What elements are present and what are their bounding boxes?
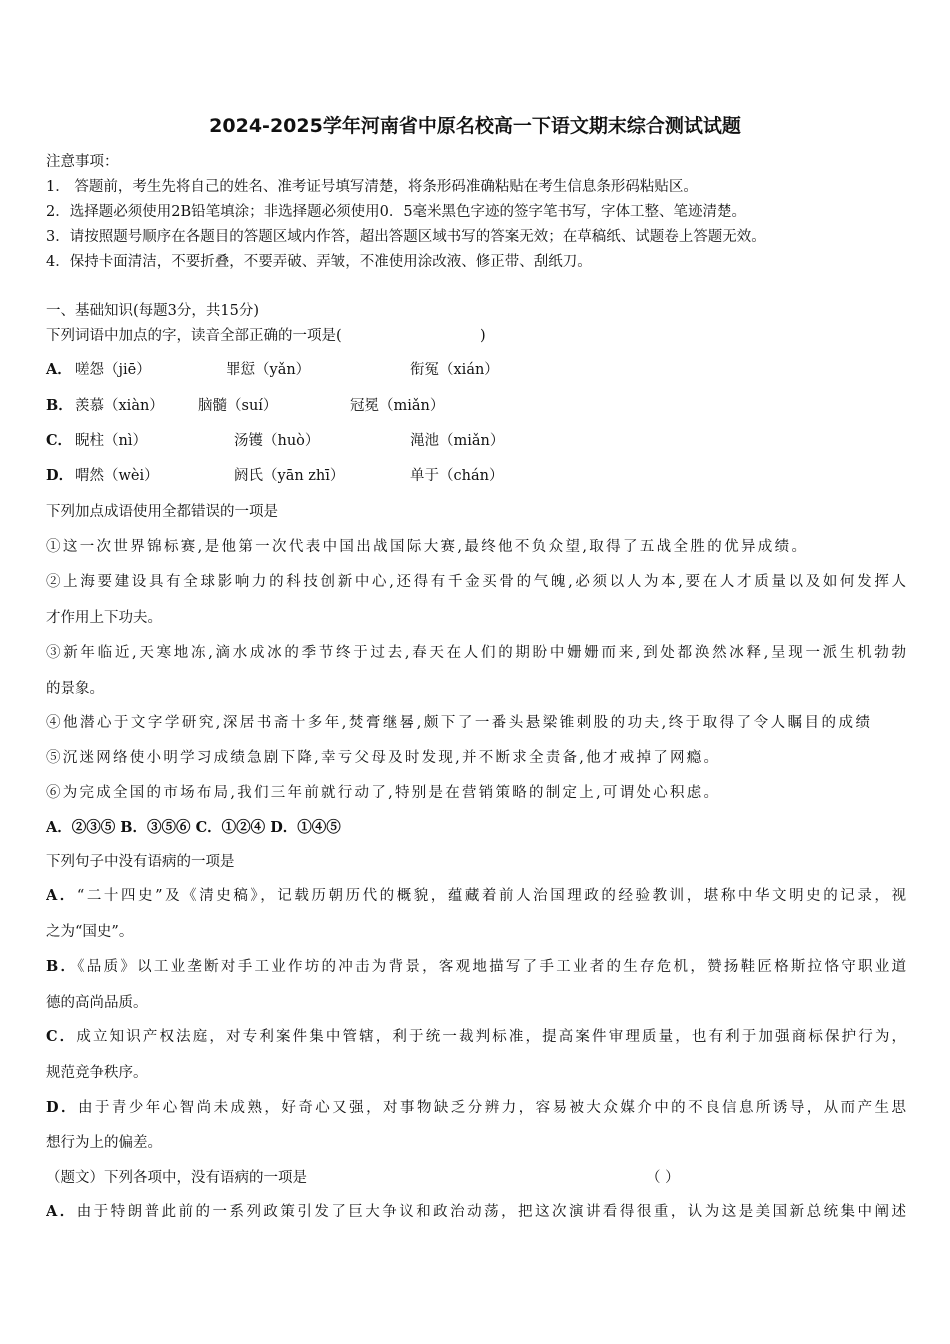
q4-answer-paren: （ ） — [646, 1170, 680, 1186]
q2-sentence-3-line-2: 的景象。 — [46, 681, 104, 697]
q3-stem: 下列句子中没有语病的一项是 — [46, 854, 235, 870]
q2-stem: 下列加点成语使用全都错误的一项是 — [46, 504, 278, 520]
q1-stem: 下列词语中加点的字，读音全部正确的一项是( — [46, 328, 342, 344]
q1-option-d-item-2: 阏氏（yān zhī） — [234, 468, 345, 484]
q1-option-c-item-1: 睨柱（nì） — [75, 433, 147, 449]
q1-option-a-item-1: 嗟怨（jiē） — [75, 362, 151, 378]
notice-item-1: 1． 答题前，考生先将自己的姓名、准考证号填写清楚，将条形码准确粘贴在考生信息条形码粘贴区。 — [46, 179, 698, 195]
q1-option-b-item-1: 羡慕（xiàn） — [75, 398, 164, 414]
q2-sentence-2-line-2: 才作用上下功夫。 — [46, 610, 162, 626]
q3-option-c-line-1: C．成立知识产权法庭，对专利案件集中管辖，利于统一裁判标准，提高案件审理质量，也有利于加强商标保护行为， — [46, 1028, 906, 1045]
q3-option-a-line-2: 之为“国史”。 — [46, 924, 134, 940]
notice-item-3: 3．请按照题号顺序在各题目的答题区域内作答，超出答题区域书写的答案无效；在草稿纸、试题卷上答题无效。 — [46, 229, 766, 245]
option-letter: A． — [46, 1203, 77, 1220]
q4-stem: （题文）下列各项中，没有语病的一项是 — [46, 1170, 307, 1186]
q3-option-d-line-2: 想行为上的偏差。 — [46, 1135, 162, 1151]
q2-options: A．②③⑤ B．③⑤⑥ C．①②④ D．①④⑤ — [46, 819, 341, 836]
q2-sentence-3-line-1: ③新年临近,天寒地冻,滴水成冰的季节终于过去,春天在人们的期盼中姗姗而来,到处都涣然冰释,呈现一派生机勃勃 — [46, 645, 906, 661]
q1-option-b-item-2: 脑髓（suí） — [198, 398, 278, 414]
section-heading: 一、基础知识(每题3分，共15分) — [46, 303, 259, 319]
q1-option-c-item-2: 汤镬（huò） — [234, 433, 320, 449]
q2-sentence-2-line-1: ②上海要建设具有全球影响力的科技创新中心,还得有千金买骨的气魄,必须以人为本,要在人才质量以及如何发挥人 — [46, 574, 906, 590]
q1-option-d-item-1: 喟然（wèi） — [75, 468, 159, 484]
q2-sentence-6: ⑥为完成全国的市场布局,我们三年前就行动了,特别是在营销策略的制定上,可谓处心积虑。 — [46, 785, 718, 801]
q3-option-d-line-1: D．由于青少年心智尚未成熟，好奇心又强，对事物缺乏分辨力，容易被大众媒介中的不良信息所诱导，从而产生思 — [46, 1099, 906, 1116]
q1-option-d-label: D． — [46, 467, 74, 484]
q2-sentence-5: ⑤沉迷网络使小明学习成绩急剧下降,幸亏父母及时发现,并不断求全责备,他才戒掉了网瘾。 — [46, 750, 718, 766]
q1-option-b-label: B． — [46, 397, 73, 414]
q4-option-a-line-1: A．由于特朗普此前的一系列政策引发了巨大争议和政治动荡，把这次演讲看得很重，认为这是美国新总统集中阐述 — [46, 1203, 906, 1220]
notice-heading: 注意事项： — [46, 154, 119, 170]
q1-option-a-item-3: 衔冤（xián） — [410, 362, 499, 378]
option-letter: A． — [46, 887, 77, 904]
q1-option-a-item-2: 罪愆（yǎn） — [226, 362, 311, 378]
notice-item-2: 2．选择题必须使用2B铅笔填涂；非选择题必须使用0．5毫米黑色字迹的签字笔书写，字体工整、笔迹清楚。 — [46, 204, 747, 220]
q1-option-d-item-3: 单于（chán） — [410, 468, 504, 484]
page-title: 2024-2025学年河南省中原名校高一下语文期末综合测试试题 — [209, 115, 741, 137]
q2-sentence-1: ①这一次世界锦标赛,是他第一次代表中国出战国际大赛,最终他不负众望,取得了五战全胜的优异成绩。 — [46, 539, 806, 555]
option-letter: C． — [46, 1028, 77, 1045]
q1-option-c-label: C． — [46, 432, 73, 449]
q1-stem-close: ) — [480, 328, 486, 344]
q3-option-b-line-1: B．《品质》以工业垄断对手工业作坊的冲击为背景，客观地描写了手工业者的生存危机，赞扬鞋匠格斯拉恪守职业道 — [46, 958, 906, 975]
q1-option-b-item-3: 冠冕（miǎn） — [350, 398, 445, 414]
notice-item-4: 4．保持卡面清洁，不要折叠，不要弄破、弄皱，不准使用涂改液、修正带、刮纸刀。 — [46, 254, 592, 270]
q2-sentence-4: ④他潜心于文字学研究,深居书斋十多年,焚膏继晷,颇下了一番头悬梁锥刺股的功夫,终于取得了令人瞩目的成绩 — [46, 715, 870, 731]
q3-option-b-line-2: 德的高尚品质。 — [46, 995, 148, 1011]
q3-option-c-line-2: 规范竞争秩序。 — [46, 1065, 148, 1081]
q3-option-a-line-1: A．“二十四史”及《清史稿》，记载历朝历代的概貌，蕴藏着前人治国理政的经验教训，堪称中华文明史的记录，视 — [46, 887, 906, 904]
option-letter: B． — [46, 958, 78, 975]
q1-option-a-label: A． — [46, 361, 72, 378]
option-letter: D． — [46, 1099, 78, 1116]
q1-option-c-item-3: 渑池（miǎn） — [410, 433, 505, 449]
